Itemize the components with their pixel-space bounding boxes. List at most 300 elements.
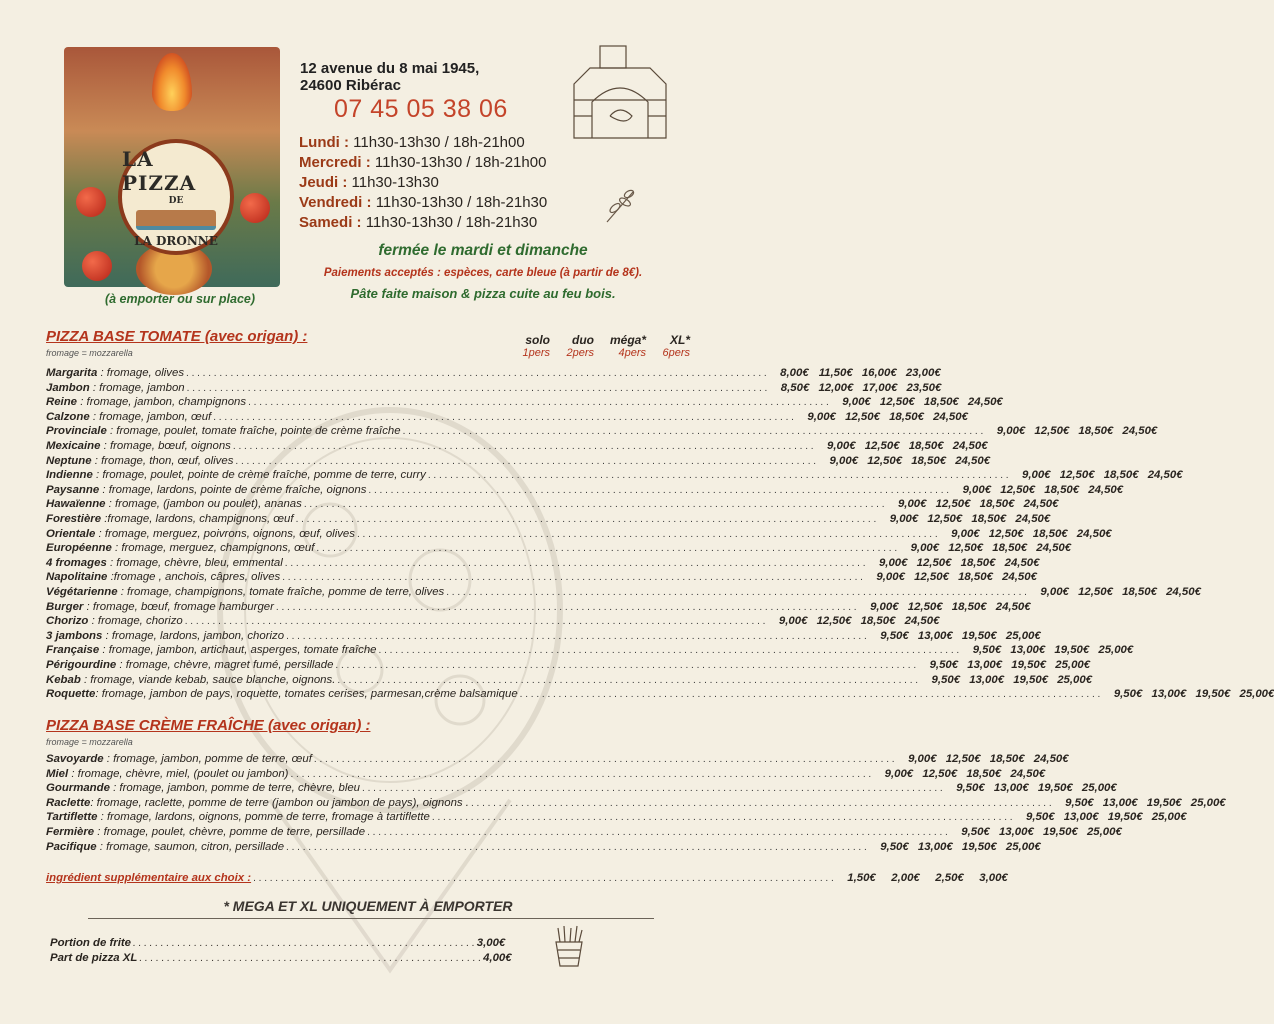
menu-item-text (46, 643, 377, 658)
leader-dots (286, 629, 867, 643)
menu-item-row (46, 585, 1201, 600)
day-label: Jeudi : (299, 174, 348, 191)
price-mega: 18,50€ (989, 753, 1025, 765)
leader-dots (304, 497, 885, 511)
price-solo: 9,00€ (1022, 469, 1051, 482)
price-mega: 19,50€ (1013, 673, 1049, 686)
price-solo: 9,50€ (972, 644, 1002, 657)
price-solo: 9,00€ (910, 542, 940, 555)
menu-item-row (46, 796, 1226, 811)
leader-dots (286, 840, 867, 854)
price-duo: 12,50€ (867, 454, 903, 467)
price-xl: 25,00€ (1055, 659, 1091, 671)
menu-item-text (46, 512, 294, 527)
price-xl: 24,50€ (995, 600, 1031, 613)
tomato-icon (240, 193, 270, 223)
pizza-ingredients: : fromage, chorizo (88, 615, 183, 628)
price-duo: 13,00€ (917, 840, 953, 853)
menu-item-row (46, 840, 1041, 855)
price-xl: 23,00€ (905, 367, 941, 379)
price-duo: 12,50€ (907, 600, 943, 613)
restaurant-logo (64, 47, 280, 287)
menu-item-row (46, 570, 1037, 585)
logo-title: LA PIZZA (122, 146, 197, 195)
price-solo: 9,50€ (880, 840, 909, 853)
pizza-ingredients: : fromage, jambon (89, 381, 185, 394)
menu-item-row (46, 454, 991, 469)
menu-item-row (46, 781, 1117, 796)
day-label: Mercredi : (299, 154, 371, 171)
pizza-ingredients: : fromage, poulet, chèvre, pomme de terre, persillade (94, 826, 366, 838)
payment-info: Paiements acceptés : espèces, carte bleue (à partir de 8€). (323, 267, 643, 279)
side-price: 4,00€ (483, 952, 512, 964)
pizza-name: Savoyarde (46, 753, 104, 765)
hours-row (299, 153, 547, 173)
pizza-name: Périgourdine (46, 659, 117, 671)
pizza-name: Mexicaine (46, 440, 101, 452)
price-mega: 19,50€ (1146, 796, 1182, 809)
fries-icon (548, 924, 590, 968)
price-duo: 12,50€ (988, 527, 1024, 540)
price-solo: 9,50€ (929, 659, 959, 671)
price-solo: 9,00€ (807, 410, 836, 423)
bridge-icon (136, 210, 216, 230)
price-duo: 12,50€ (935, 498, 971, 511)
price-solo: 9,50€ (931, 673, 961, 686)
pizza-name: Orientale (46, 527, 96, 540)
side-row-fries (50, 936, 506, 951)
menu-item-row (46, 512, 1051, 527)
leader-dots (471, 796, 1052, 810)
side-row-pizza-slice (50, 951, 512, 966)
price-mega: 19,50€ (961, 629, 997, 642)
price-mega: 19,50€ (1042, 826, 1078, 838)
day-label: Lundi : (299, 134, 349, 151)
leader-dots (187, 381, 768, 395)
menu-item-row (46, 410, 968, 425)
column-header-mega: méga* (609, 333, 646, 347)
column-header-xl: XL* (669, 333, 690, 347)
pizza-ingredients: : fromage, saumon, citron, persillade (96, 840, 285, 853)
price-solo: 9,00€ (996, 425, 1026, 438)
price-duo: 12,50€ (864, 440, 900, 452)
wood-oven-icon (570, 44, 670, 142)
price-xl: 24,50€ (1015, 513, 1051, 525)
price-duo: 12,50€ (1000, 483, 1036, 496)
price-mega: 18,50€ (951, 600, 987, 613)
menu-item-row (46, 629, 1041, 644)
hours-row (299, 133, 547, 153)
price-solo: 9,00€ (829, 454, 859, 467)
price-xl: 3,00€ (979, 872, 1008, 884)
pizza-ingredients: : fromage, jambon, pomme de terre, chèvre, bleu (109, 782, 361, 795)
price-mega: 19,50€ (961, 840, 997, 853)
price-mega: 19,50€ (1195, 688, 1231, 701)
price-duo: 12,50€ (948, 542, 984, 555)
leader-dots (403, 424, 984, 438)
price-solo: 9,00€ (878, 556, 908, 569)
price-solo: 9,50€ (1026, 811, 1055, 824)
price-mega: 18,50€ (889, 410, 924, 423)
pizza-name: Calzone (46, 410, 90, 423)
pizza-name: Reine (46, 396, 78, 409)
price-solo: 9,00€ (827, 440, 856, 452)
price-duo: 12,50€ (1059, 469, 1095, 482)
pizza-name: Napolitaine (46, 571, 108, 584)
price-mega: 18,50€ (1122, 586, 1157, 598)
price-mega: 18,50€ (860, 615, 896, 628)
side-price: 3,00€ (476, 937, 506, 949)
logo-badge (118, 139, 234, 255)
pizza-name: Neptune (46, 454, 92, 467)
price-solo: 9,50€ (956, 782, 985, 795)
pizza-name: Hawaïenne (46, 498, 106, 511)
time-label: 11h30-13h30 (351, 174, 439, 191)
pizza-name: Roquette (46, 688, 96, 701)
side-name: Portion de frite (50, 937, 132, 949)
price-xl: 24,50€ (1076, 527, 1112, 540)
leader-dots (446, 585, 1027, 599)
menu-item-text (46, 687, 518, 702)
price-xl: 24,50€ (1036, 542, 1072, 555)
logo-subtitle: LA DRONNE (134, 233, 218, 248)
pizza-name: Forestière (46, 513, 102, 525)
section-note-tomato: fromage = mozzarella (46, 348, 133, 358)
price-mega: 18,50€ (979, 498, 1015, 511)
price-solo: 9,00€ (870, 600, 899, 613)
leader-dots (285, 556, 866, 570)
price-solo: 9,00€ (962, 483, 992, 496)
price-duo: 12,50€ (927, 513, 963, 525)
leader-dots (357, 527, 938, 541)
price-xl: 25,00€ (1190, 796, 1226, 809)
pizza-name: Margarita (46, 367, 98, 379)
price-xl: 25,00€ (1086, 826, 1122, 838)
price-solo: 9,00€ (842, 396, 871, 409)
price-xl: 25,00€ (1151, 811, 1187, 824)
price-mega: 18,50€ (1044, 483, 1080, 496)
leader-dots (133, 936, 475, 950)
menu-item-text (46, 658, 333, 673)
extra-ingredient-row (46, 871, 1008, 886)
menu-item-text (46, 439, 231, 454)
leader-dots (335, 658, 916, 672)
price-xl: 24,50€ (952, 440, 988, 452)
price-solo: 1,50€ (847, 872, 876, 884)
size-notice: * MEGA ET XL UNIQUEMENT À EMPORTER (223, 898, 513, 914)
menu-item-text (46, 840, 284, 855)
price-xl: 24,50€ (967, 396, 1003, 409)
menu-item-row (46, 541, 1072, 556)
price-solo: 9,00€ (1040, 586, 1069, 598)
menu-item-text (46, 454, 233, 469)
pizza-ingredients: : fromage, jambon, pomme de terre, œuf (103, 753, 312, 765)
menu-item-row (46, 366, 941, 381)
column-sub-xl: 6pers (662, 347, 690, 359)
menu-item-text (46, 556, 283, 571)
price-duo: 11,50€ (818, 367, 853, 379)
menu-item-text (46, 767, 288, 782)
pizza-ingredients: : fromage, chèvre, miel, (poulet ou jambon) (68, 767, 289, 780)
menu-item-text (46, 585, 444, 600)
leader-dots (520, 687, 1101, 701)
price-solo: 9,00€ (876, 571, 905, 584)
price-solo: 9,50€ (1065, 796, 1094, 809)
divider (88, 918, 654, 919)
leader-dots (314, 752, 895, 766)
menu-item-text (46, 810, 430, 825)
menu-item-text (46, 424, 401, 439)
price-solo: 9,00€ (884, 767, 914, 780)
price-xl: 24,50€ (1088, 483, 1124, 496)
price-xl: 24,50€ (1166, 586, 1201, 598)
leader-dots (428, 468, 1009, 482)
logo-caption: (à emporter ou sur place) (104, 292, 256, 306)
menu-item-row (46, 439, 988, 454)
price-duo: 13,00€ (998, 826, 1034, 838)
price-xl: 24,50€ (1023, 498, 1059, 511)
price-solo: 9,50€ (1113, 688, 1143, 701)
tomato-icon (76, 187, 106, 217)
price-xl: 25,00€ (1057, 673, 1093, 686)
extra-label: ingrédient supplémentaire aux choix : (46, 872, 252, 884)
pizza-ingredients: : fromage, poulet, tomate fraîche, pointe de crème fraîche (106, 425, 401, 438)
price-xl: 24,50€ (1010, 767, 1046, 780)
menu-item-text (46, 796, 469, 811)
flame-icon (152, 53, 192, 111)
price-xl: 25,00€ (1239, 688, 1274, 701)
leader-dots (186, 366, 767, 380)
pizza-ingredients: : fromage, chèvre, bleu, emmental (106, 556, 283, 569)
price-xl: 25,00€ (1081, 782, 1117, 795)
menu-item-row (46, 483, 1124, 498)
column-sub-solo: 1pers (522, 347, 550, 359)
price-duo: 13,00€ (1063, 811, 1099, 824)
price-mega: 18,50€ (958, 571, 993, 584)
price-duo: 12,50€ (914, 571, 949, 584)
menu-item-row (46, 673, 1093, 688)
leader-dots (316, 541, 897, 555)
pizza-name: Française (46, 644, 100, 657)
price-duo: 12,50€ (879, 396, 915, 409)
price-mega: 18,50€ (923, 396, 959, 409)
pizza-ingredients: : fromage, merguez, champignons, œuf (111, 542, 315, 555)
price-duo: 13,00€ (969, 673, 1005, 686)
price-xl: 24,50€ (1004, 556, 1040, 569)
section-title-cream: PIZZA BASE CRÈME FRAÎCHE (avec origan) : (46, 717, 371, 734)
menu-item-text (46, 673, 335, 688)
address (300, 60, 479, 94)
menu-item-text (46, 468, 426, 483)
price-duo: 12,50€ (945, 753, 981, 765)
price-mega: 16,00€ (861, 367, 897, 379)
leader-dots (282, 570, 863, 584)
day-label: Vendredi : (299, 194, 372, 211)
price-duo: 12,00€ (818, 381, 854, 394)
pizza-ingredients: : fromage, jambon, œuf (89, 410, 212, 423)
price-mega: 18,50€ (1032, 527, 1068, 540)
leader-dots (213, 410, 794, 424)
menu-item-row (46, 556, 1040, 571)
pizza-ingredients: : fromage, poulet, pointe de crème fraîche, pomme de terre, curry (92, 469, 426, 482)
leader-dots (432, 810, 1013, 824)
pizza-name: Kebab (46, 673, 81, 686)
leader-dots (379, 643, 960, 657)
price-mega: 18,50€ (971, 513, 1007, 525)
pizza-ingredients: : fromage, jambon, champignons (77, 396, 247, 409)
price-mega: 18,50€ (960, 556, 996, 569)
phone-number[interactable]: 07 45 05 38 06 (334, 95, 508, 123)
price-xl: 23,50€ (906, 381, 942, 394)
pizza-ingredients: : fromage, raclette, pomme de terre (jambon ou jambon de pays), oignons . (90, 796, 469, 809)
leader-dots (362, 781, 943, 795)
price-solo: 9,00€ (897, 498, 927, 511)
menu-item-row (46, 658, 1091, 673)
column-sub-duo: 2pers (566, 347, 594, 359)
tomato-icon (82, 251, 112, 281)
menu-item-text (46, 483, 366, 498)
menu-item-text (46, 825, 365, 840)
pizza-name: Chorizo (46, 615, 89, 628)
menu-item-row (46, 424, 1158, 439)
closed-days: fermée le mardi et dimanche (378, 242, 588, 259)
price-xl: 24,50€ (1147, 469, 1183, 482)
pizza-ingredients: : fromage, chèvre, magret fumé, persillade (116, 659, 334, 671)
menu-item-row (46, 527, 1112, 542)
menu-item-text (46, 541, 314, 556)
menu-item-text (46, 381, 185, 396)
price-duo: 12,50€ (845, 410, 880, 423)
price-xl: 24,50€ (1122, 425, 1158, 438)
pizza-name: Végétarienne (46, 586, 118, 598)
price-solo: 9,00€ (951, 527, 980, 540)
menu-item-row (46, 395, 1003, 410)
price-mega: 19,50€ (1011, 659, 1047, 671)
pizza-name: Raclette (46, 796, 91, 809)
logo-de: DE (168, 195, 184, 206)
menu-item-text (46, 527, 355, 542)
price-duo: 13,00€ (967, 659, 1003, 671)
section-title-tomato: PIZZA BASE TOMATE (avec origan) : (46, 328, 308, 345)
hours-row (299, 213, 547, 233)
menu-item-text (46, 600, 274, 615)
day-label: Samedi : (299, 214, 362, 231)
pizza-ingredients: : fromage, lardons, jambon, chorizo (102, 629, 285, 642)
menu-item-row (46, 468, 1183, 483)
leader-dots (367, 825, 948, 839)
address-line-1: 12 avenue du 8 mai 1945, (300, 60, 480, 77)
pizza-name: Gourmande (46, 782, 110, 795)
menu-item-text (46, 410, 211, 425)
price-duo: 12,50€ (1034, 425, 1070, 438)
pizza-ingredients: : fromage, (jambon ou poulet), ananas (105, 498, 302, 511)
price-duo: 12,50€ (1078, 586, 1113, 598)
pizza-name: Paysanne (46, 483, 100, 496)
price-mega: 18,50€ (992, 542, 1028, 555)
leader-dots (233, 439, 814, 453)
price-duo: 13,00€ (1010, 644, 1046, 657)
column-header-solo: solo (525, 333, 550, 347)
menu-item-text (46, 570, 280, 585)
side-name: Part de pizza XL (50, 952, 138, 964)
leader-dots (253, 871, 834, 885)
menu-item-row (46, 825, 1122, 840)
leader-dots (139, 951, 481, 965)
pizza-ingredients: : fromage, jambon, artichaut, asperges, tomate fraîche (99, 644, 377, 657)
price-xl: 24,50€ (955, 454, 991, 467)
time-label: 11h30-13h30 / 18h-21h30 (365, 214, 538, 231)
leader-dots (290, 767, 871, 781)
menu-item-row (46, 381, 942, 396)
price-mega: 18,50€ (966, 767, 1002, 780)
price-solo: 9,00€ (778, 615, 808, 628)
price-mega: 18,50€ (908, 440, 944, 452)
pizza-name: Tartiflette (46, 811, 98, 824)
pizza-ingredients: : fromage, lardons, oignons, pomme de terre, fromage à tartiflette (97, 811, 430, 824)
price-duo: 13,00€ (1102, 796, 1138, 809)
section-note-cream: fromage = mozzarella (46, 737, 133, 747)
menu-item-text (46, 395, 246, 410)
pizza-ingredients: : fromage, lardons, pointe de crème fraîche, oignons (99, 483, 367, 496)
pizza-name: 3 jambons (46, 629, 103, 642)
price-mega: 18,50€ (911, 454, 947, 467)
price-solo: 9,00€ (908, 753, 937, 765)
pizza-ingredients: : fromage, viande kebab, sauce blanche, oignons. (80, 673, 336, 686)
pizza-ingredients: : fromage, olives (97, 367, 185, 379)
herb-icon (603, 186, 639, 226)
leader-dots (276, 600, 857, 614)
price-mega: 19,50€ (1037, 782, 1073, 795)
price-duo: 12,50€ (922, 767, 958, 780)
pizza-name: Fermière (46, 826, 95, 838)
price-duo: 13,00€ (1151, 688, 1187, 701)
price-xl: 24,50€ (933, 410, 968, 423)
price-duo: 12,50€ (916, 556, 952, 569)
menu-item-text (46, 629, 284, 644)
column-header-duo: duo (572, 333, 594, 347)
price-duo: 13,00€ (993, 782, 1029, 795)
menu-item-row (46, 810, 1187, 825)
leader-dots (248, 395, 829, 409)
pizza-ingredients: : fromage, bœuf, oignons (100, 440, 231, 452)
pizza-ingredients: : fromage, thon, œuf, olives (91, 454, 234, 467)
price-solo: 8,50€ (780, 381, 810, 394)
hours-row (299, 173, 547, 193)
menu-item-row (46, 752, 1069, 767)
pizza-ingredients: :fromage , anchois, câpres, olives (107, 571, 281, 584)
price-solo: 9,00€ (889, 513, 919, 525)
time-label: 11h30-13h30 / 18h-21h30 (375, 194, 548, 211)
menu-item-row (46, 643, 1134, 658)
time-label: 11h30-13h30 / 18h-21h00 (353, 134, 525, 151)
price-xl: 24,50€ (904, 615, 940, 628)
menu-item-text (46, 752, 312, 767)
pizza-name: Burger (46, 600, 84, 613)
menu-item-text (46, 781, 360, 796)
menu-item-text (46, 614, 183, 629)
pizza-name: Jambon (46, 381, 90, 394)
menu-item-text (46, 497, 302, 512)
pizza-name: Provinciale (46, 425, 107, 438)
menu-item-row (46, 497, 1059, 512)
price-xl: 24,50€ (1033, 753, 1069, 765)
price-mega: 17,00€ (862, 381, 898, 394)
price-duo: 13,00€ (917, 629, 953, 642)
menu-item-row (46, 687, 1274, 702)
pizza-name: Miel (46, 767, 69, 780)
price-xl: 25,00€ (1098, 644, 1134, 657)
address-line-2: 24600 Ribérac (300, 77, 401, 94)
